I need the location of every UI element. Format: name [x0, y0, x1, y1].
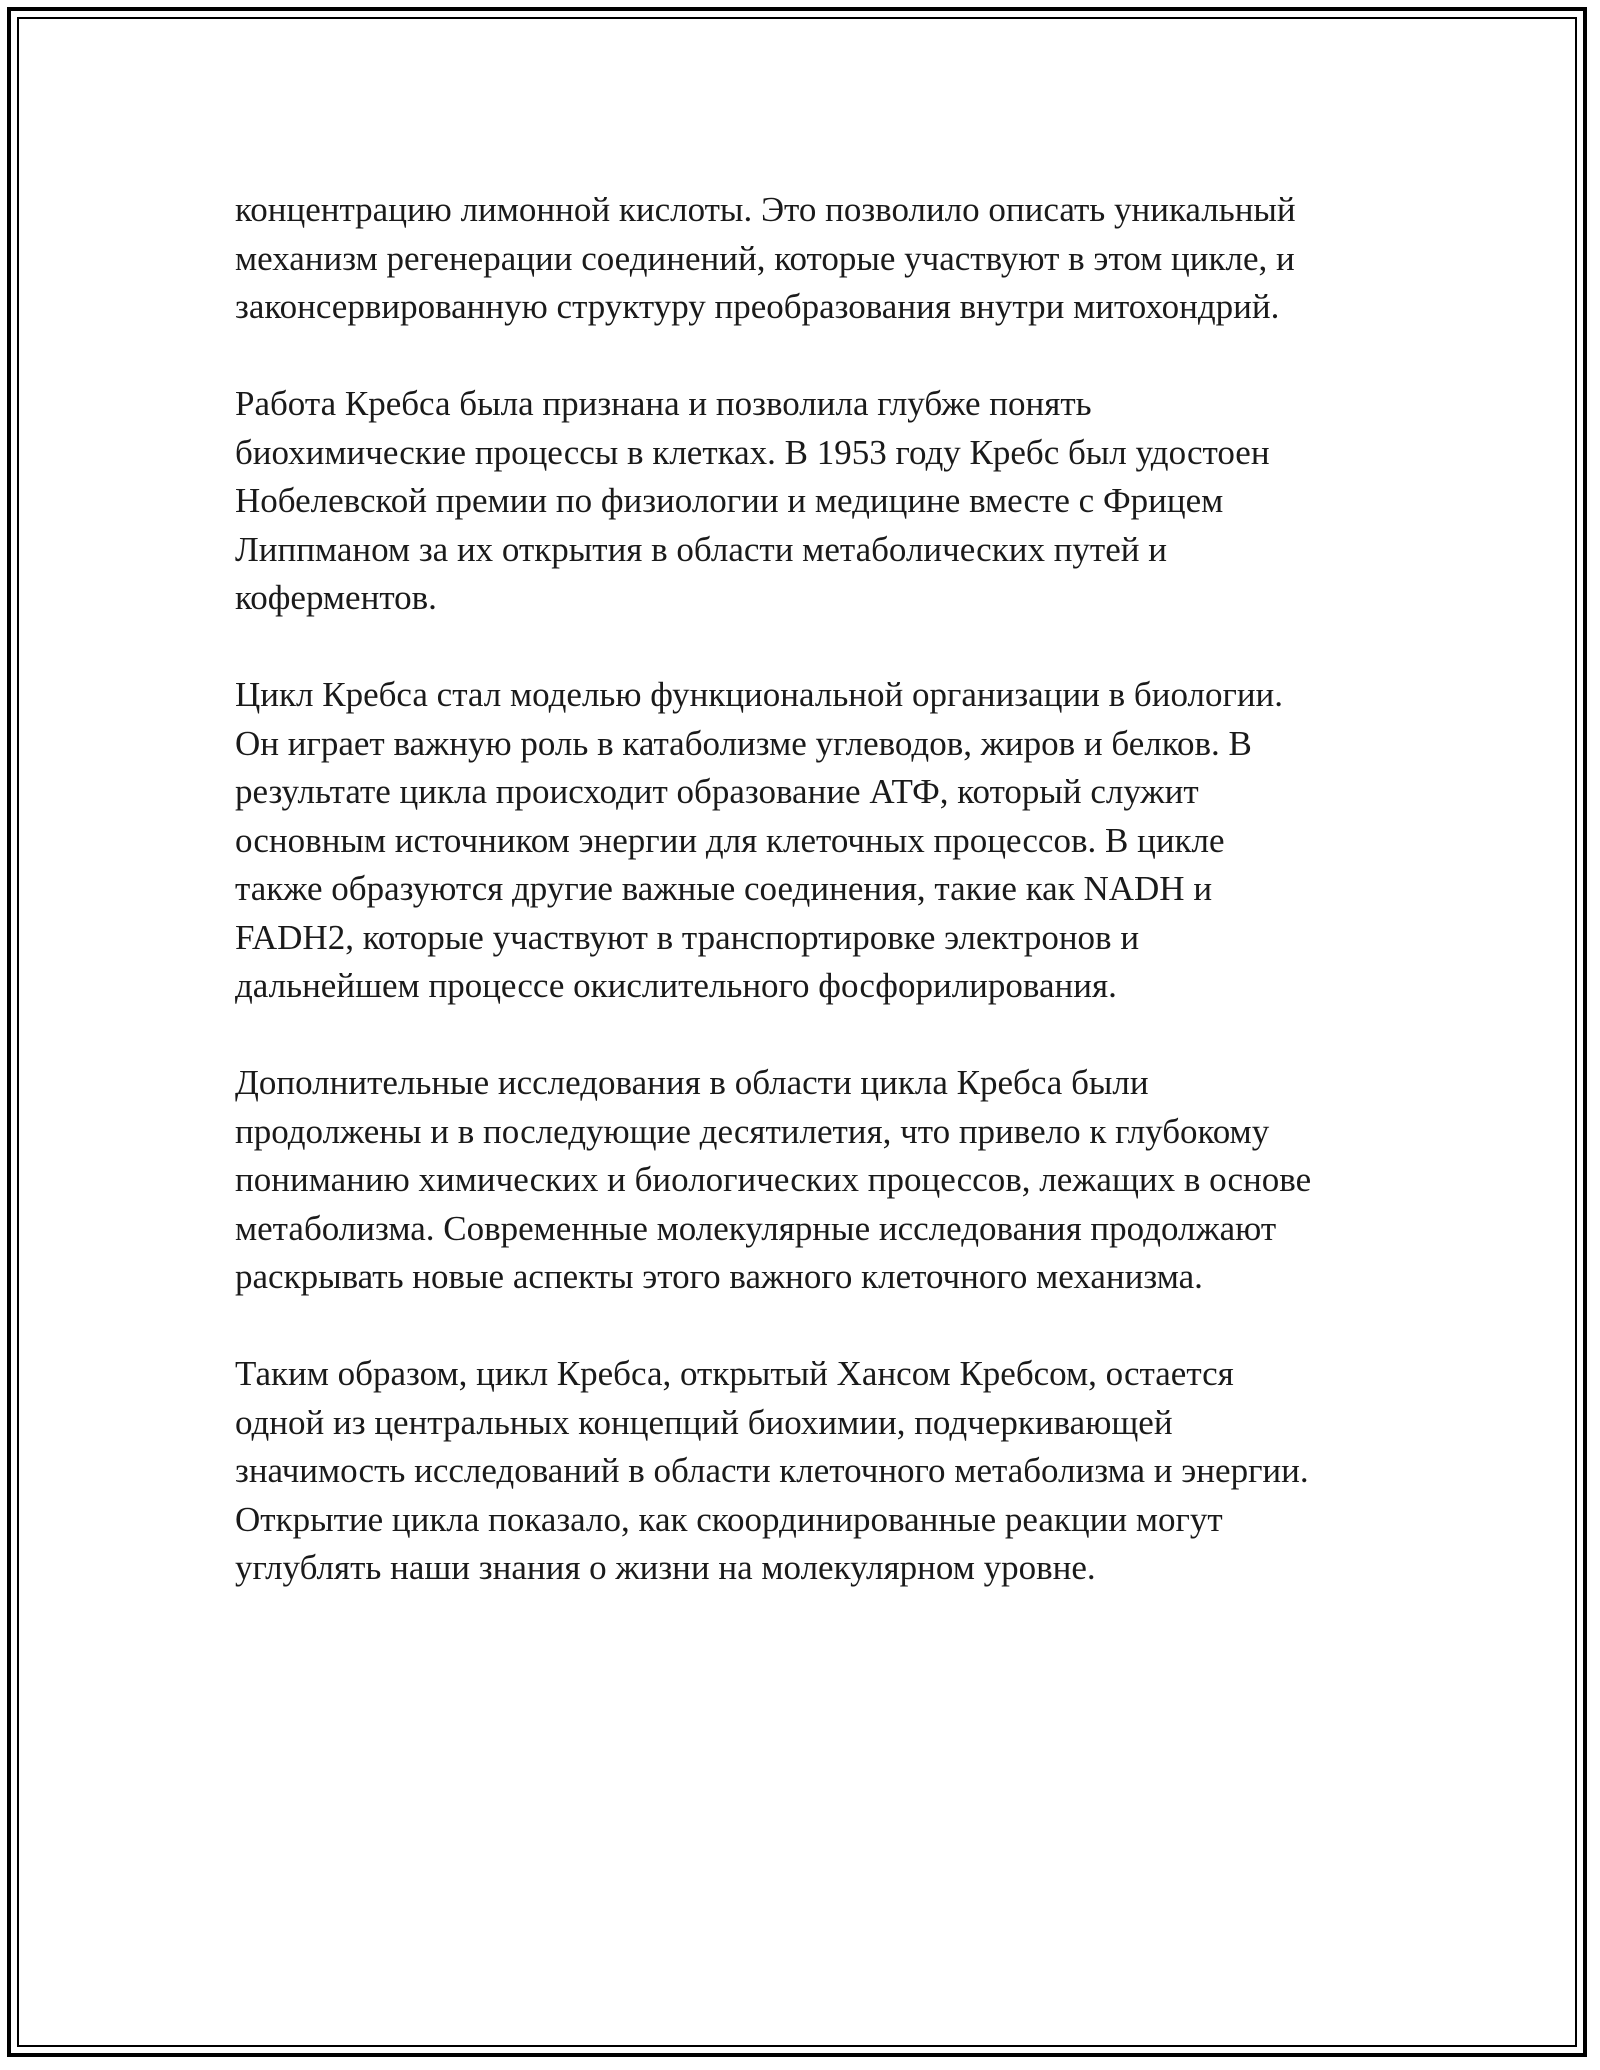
- paragraph-2: [235, 380, 1385, 623]
- text-line: одной из центральных концепций биохимии, подчеркивающей: [235, 1402, 1173, 1442]
- text-line: также образуются другие важные соединения, такие как NADH и: [235, 869, 1213, 908]
- paragraph-5: [235, 1350, 1385, 1593]
- text-line: Дополнительные исследования в области цикла Кребса были: [235, 1063, 1149, 1102]
- text-line: основным источником энергии для клеточных процессов. В цикле: [235, 820, 1225, 860]
- paragraph-3: [235, 671, 1385, 1011]
- text-line: Цикл Кребса стал моделью функциональной организации в биологии.: [235, 675, 1284, 714]
- text-line: Нобелевской премии по физиологии и медицине вместе с Фрицем: [235, 481, 1224, 520]
- document-body: [235, 186, 1385, 1641]
- text-line: Он играет важную роль в катаболизме углеводов, жиров и белков. В: [235, 723, 1252, 763]
- text-line: Липпманом за их открытия в области метаболических путей и: [235, 529, 1167, 569]
- text-line: раскрывать новые аспекты этого важного клеточного механизма.: [235, 1257, 1203, 1296]
- text-line: продолжены и в последующие десятилетия, что привело к глубокому: [235, 1111, 1270, 1151]
- text-line: Работа Кребса была признана и позволила глубже понять: [235, 384, 1092, 423]
- text-line: Таким образом, цикл Кребса, открытый Хансом Кребсом, остается: [235, 1354, 1234, 1393]
- text-line: дальнейшем процессе окислительного фосфорилирования.: [235, 966, 1117, 1005]
- text-line: Открытие цикла показало, как скоординированные реакции могут: [235, 1499, 1223, 1539]
- text-line: углублять наши знания о жизни на молекулярном уровне.: [235, 1548, 1096, 1587]
- text-line: механизм регенерации соединений, которые участвуют в этом цикле, и: [235, 238, 1295, 278]
- text-line: коферментов.: [235, 578, 437, 617]
- text-line: результате цикла происходит образование АТФ, который служит: [235, 772, 1199, 811]
- text-line: пониманию химических и биологических процессов, лежащих в основе: [235, 1160, 1312, 1199]
- text-line: биохимические процессы в клетках. В 1953 году Кребс был удостоен: [235, 432, 1270, 472]
- text-line: значимость исследований в области клеточного метаболизма и энергии.: [235, 1451, 1309, 1490]
- text-line: концентрацию лимонной кислоты. Это позволило описать уникальный: [235, 190, 1296, 229]
- text-line: FADH2, которые участвуют в транспортировке электронов и: [235, 917, 1140, 957]
- paragraph-4: [235, 1059, 1385, 1302]
- text-line: законсервированную структуру преобразования внутри митохондрий.: [235, 287, 1280, 326]
- text-line: метаболизма. Современные молекулярные исследования продолжают: [235, 1208, 1277, 1248]
- paragraph-1: [235, 186, 1385, 332]
